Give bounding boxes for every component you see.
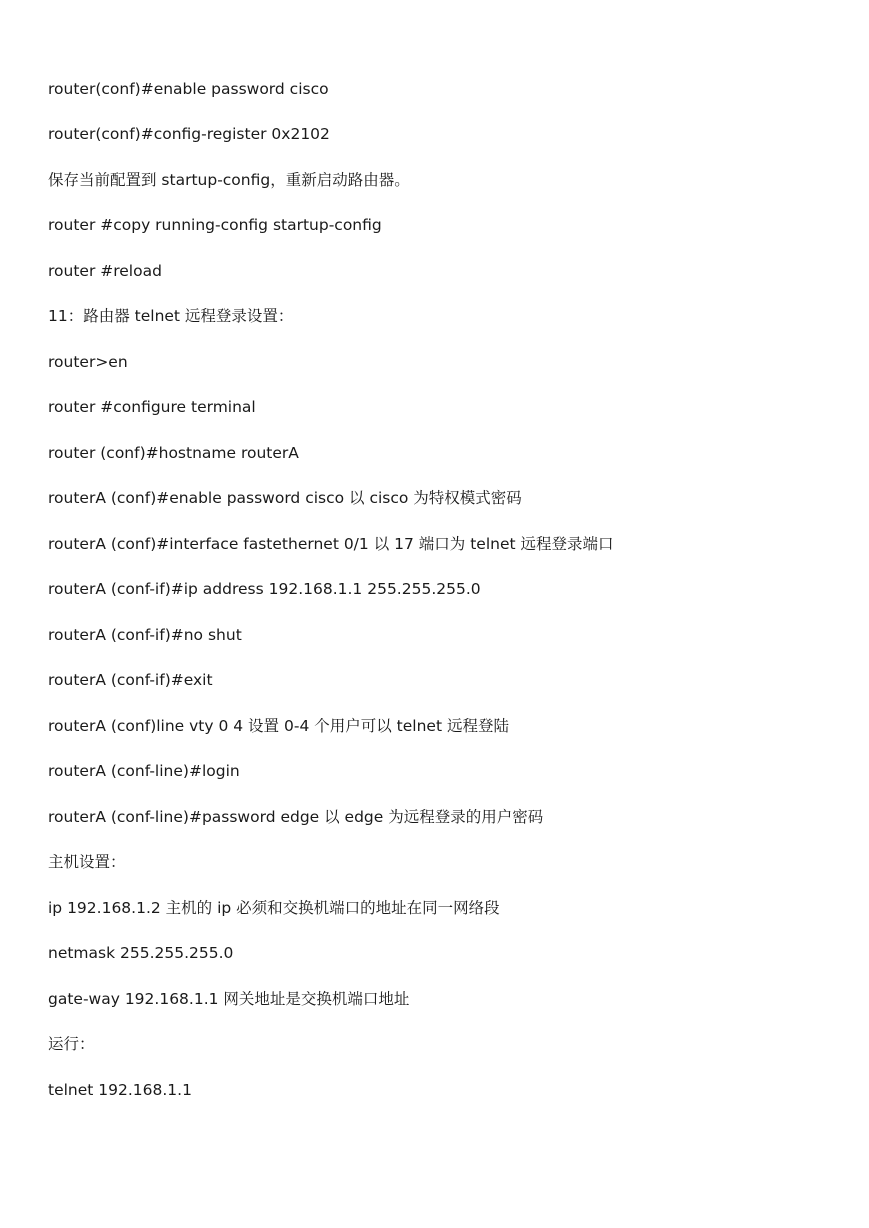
command-line: telnet 192.168.1.1 [48,1081,192,1099]
command-line: routerA (conf)#interface fastethernet 0/1 以 17 端口为 telnet 远程登录端口 [48,535,614,553]
command-line: router(conf)#config-register 0x2102 [48,125,330,143]
command-line: routerA (conf)line vty 0 4 设置 0-4 个用户可以 telnet 远程登陆 [48,717,509,735]
command-line: routerA (conf-line)#login [48,762,240,780]
command-line: router #reload [48,262,162,280]
command-line: ip 192.168.1.2 主机的 ip 必须和交换机端口的地址在同一网络段 [48,899,500,917]
command-line: routerA (conf-if)#exit [48,671,213,689]
command-line: gate-way 192.168.1.1 网关地址是交换机端口地址 [48,990,410,1008]
command-line: netmask 255.255.255.0 [48,944,234,962]
command-line: routerA (conf-if)#ip address 192.168.1.1 255.255.255.0 [48,580,481,598]
command-line: router #copy running-config startup-config [48,216,382,234]
command-line: routerA (conf-if)#no shut [48,626,242,644]
section-heading: 11：路由器 telnet 远程登录设置： [48,307,294,325]
command-line: routerA (conf-line)#password edge 以 edge 为远程登录的用户密码 [48,808,544,826]
command-line: router>en [48,353,128,371]
command-line: router(conf)#enable password cisco [48,80,329,98]
section-heading: 主机设置： [48,853,126,871]
command-line: router #configure terminal [48,398,256,416]
command-line: routerA (conf)#enable password cisco 以 cisco 为特权模式密码 [48,489,522,507]
section-heading: 运行： [48,1035,95,1053]
text-line: 保存当前配置到 startup-config，重新启动路由器。 [48,171,410,189]
command-line: router (conf)#hostname routerA [48,444,299,462]
